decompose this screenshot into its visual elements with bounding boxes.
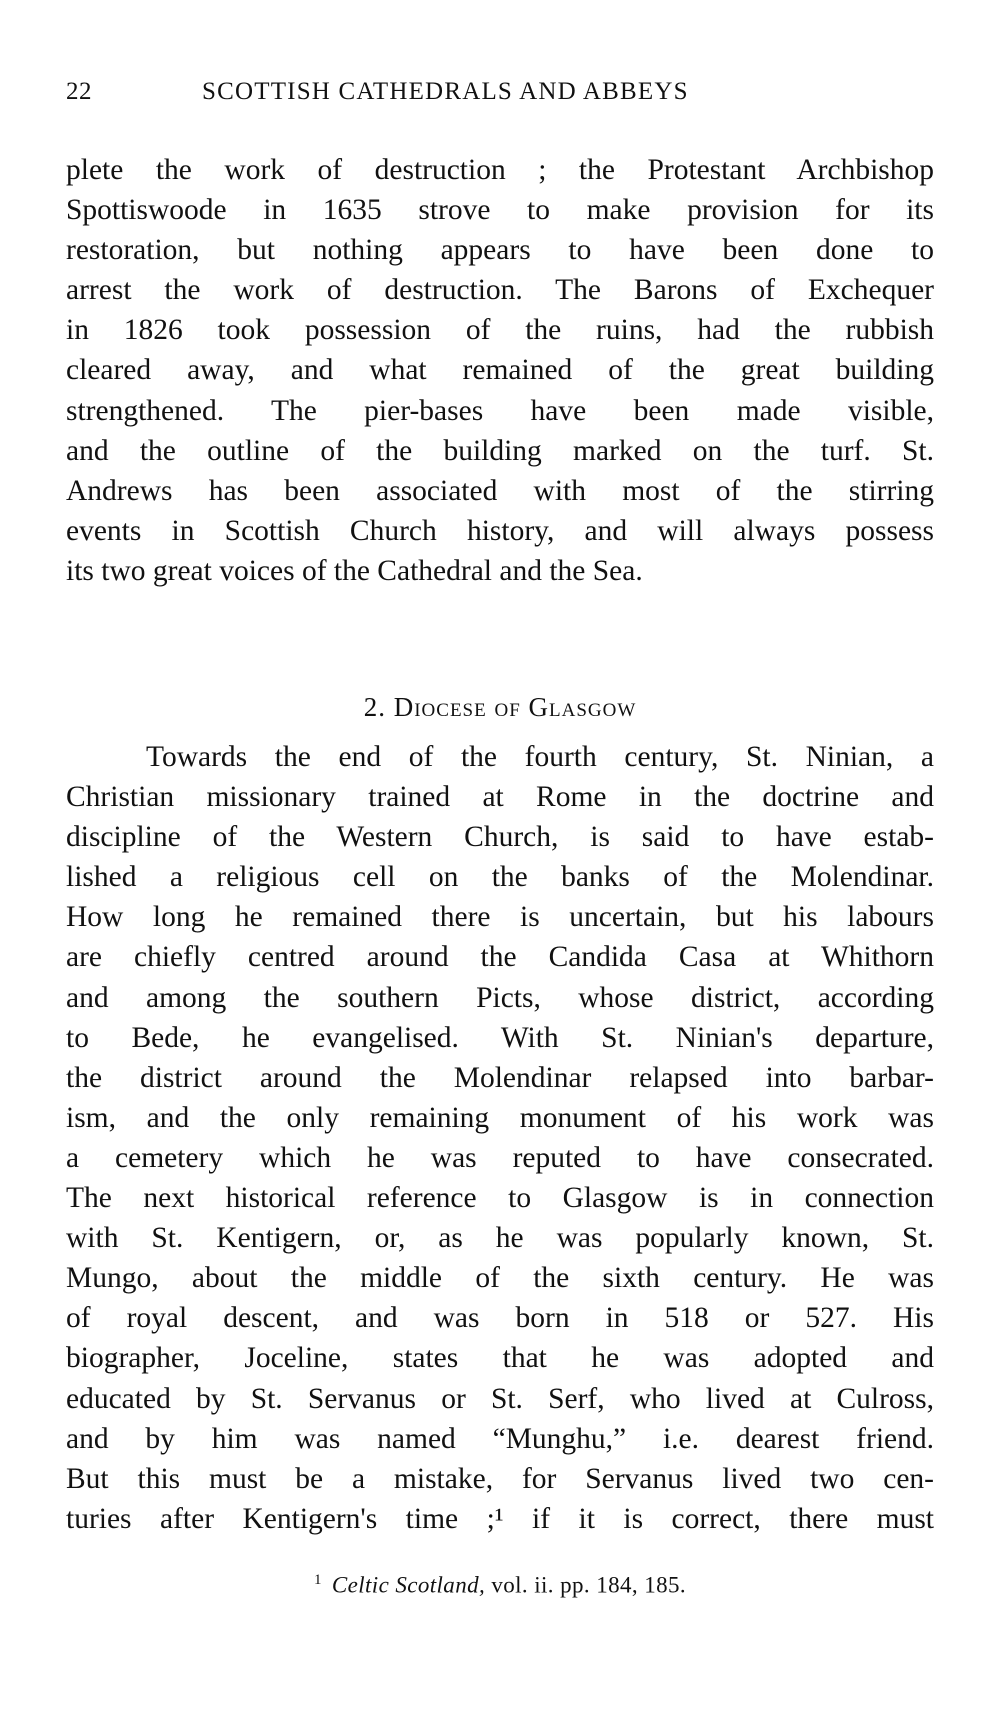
text-line: plete the work of destruction ; the Protestant Archbishop (66, 154, 934, 186)
text-line: in 1826 took possession of the ruins, had the rubbish (66, 314, 934, 347)
text-line: Christian missionary trained at Rome in the doctrine and (66, 781, 934, 814)
text-line: arrest the work of destruction. The Barons of Exchequer (66, 274, 934, 307)
text-line: biographer, Joceline, states that he was adopted and (66, 1342, 934, 1375)
footnote-reference: vol. ii. pp. 184, 185. (491, 1572, 687, 1598)
text-line: its two great voices of the Cathedral and the Sea. (66, 554, 643, 587)
running-head (66, 78, 934, 110)
text-line: lished a religious cell on the banks of the Molendinar. (66, 861, 934, 894)
text-line: Mungo, about the middle of the sixth century. He was (66, 1262, 934, 1295)
text-line: Spottiswoode in 1635 strove to make provision for its (66, 194, 934, 227)
text-line: Andrews has been associated with most of the stirring (66, 474, 934, 507)
text-line: educated by St. Servanus or St. Serf, who lived at Culross, (66, 1382, 934, 1415)
text-line: strengthened. The pier-bases have been made visible, (66, 394, 934, 427)
running-title: SCOTTISH CATHEDRALS AND ABBEYS (202, 78, 689, 105)
paragraph-2 (66, 737, 934, 1539)
text-line: restoration, but nothing appears to have been done to (66, 234, 934, 267)
text-line: events in Scottish Church history, and will always possess (66, 514, 934, 547)
text-line: cleared away, and what remained of the great building (66, 354, 934, 387)
text-line: ism, and the only remaining monument of his work was (66, 1101, 934, 1134)
text-line: But this must be a mistake, for Servanus lived two cen- (66, 1462, 934, 1495)
text-line: the district around the Molendinar relapsed into barbar- (66, 1061, 934, 1094)
text-line: Towards the end of the fourth century, St. Ninian, a (146, 741, 934, 773)
text-line: of royal descent, and was born in 518 or 527. His (66, 1302, 934, 1335)
footnote-title: Celtic Scotland, (331, 1572, 486, 1598)
text-line: and among the southern Picts, whose district, according (66, 981, 934, 1014)
text-line: a cemetery which he was reputed to have consecrated. (66, 1141, 934, 1174)
text-line: and the outline of the building marked on the turf. St. (66, 434, 934, 467)
section-heading: 2. Diocese of Glasgow (363, 692, 637, 722)
text-line: turies after Kentigern's time ;¹ if it is correct, there must (66, 1502, 934, 1535)
text-line: with St. Kentigern, or, as he was popularly known, St. (66, 1222, 934, 1255)
text-line: discipline of the Western Church, is said to have estab- (66, 821, 934, 854)
text-line: How long he remained there is uncertain, but his labours (66, 901, 934, 934)
text-line: The next historical reference to Glasgow is in connection (66, 1182, 934, 1215)
paragraph-1 (66, 150, 934, 591)
text-line: to Bede, he evangelised. With St. Ninian's departure, (66, 1021, 934, 1054)
text-line: and by him was named “Munghu,” i.e. dearest friend. (66, 1422, 934, 1455)
footnote-marker: 1 (313, 1572, 322, 1588)
text-line: are chiefly centred around the Candida Casa at Whithorn (66, 941, 934, 974)
page-number: 22 (66, 78, 92, 105)
footnote (0, 1572, 1000, 1599)
